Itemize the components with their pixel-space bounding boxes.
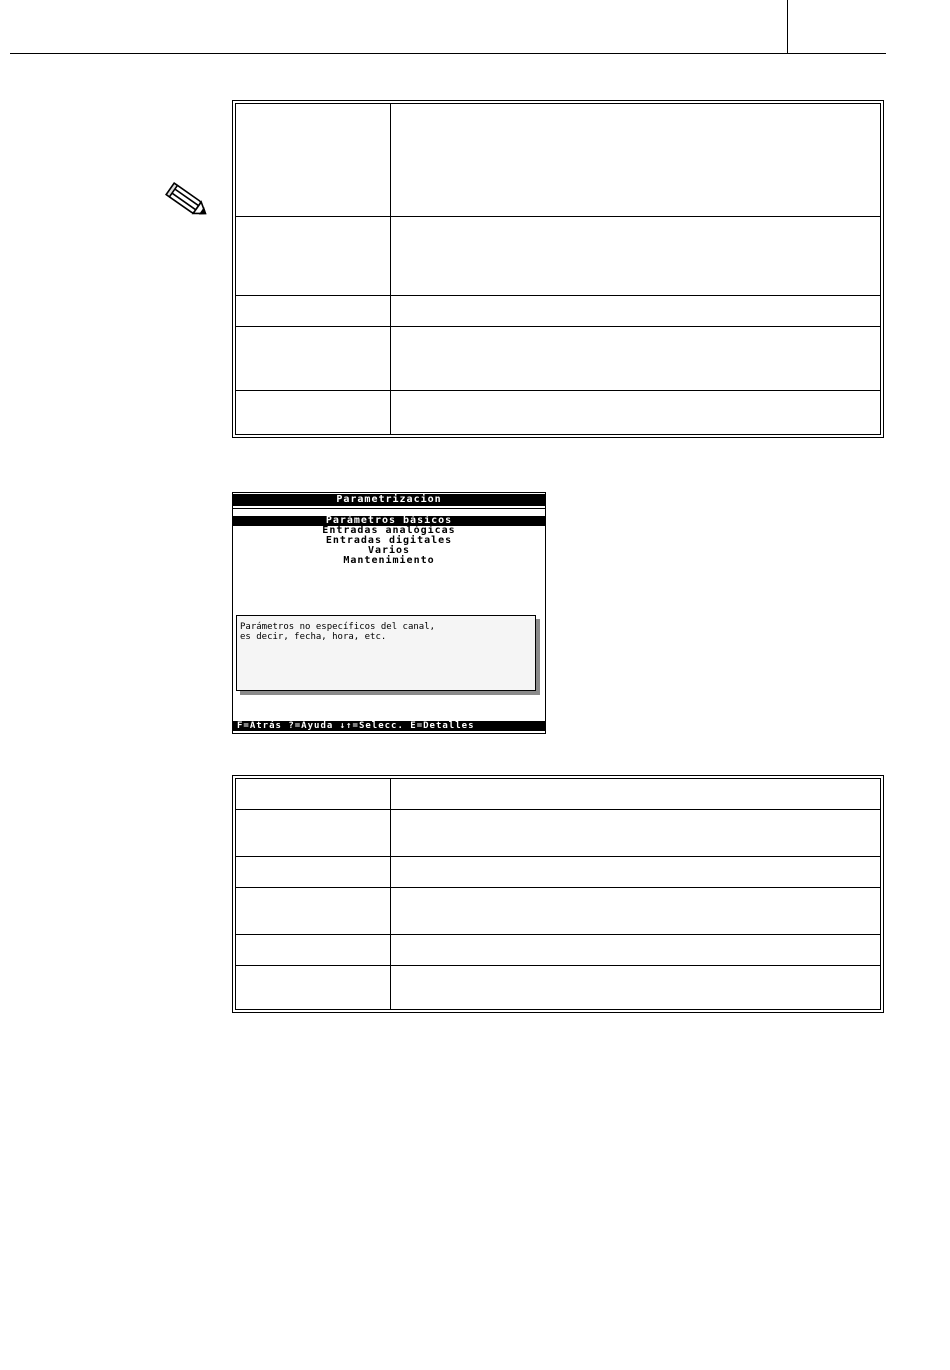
table-row [236, 296, 880, 327]
menu-item-analog-inputs[interactable]: Entradas analógicas [322, 525, 456, 536]
table-row [236, 857, 880, 888]
parameter-table-top [232, 100, 884, 438]
screen-footer-keys: F=Atrás ?=Ayuda ↓↑=Selecc. E=Detalles [233, 721, 545, 731]
table-row [236, 810, 880, 857]
pencil-note-icon [165, 181, 213, 223]
table-row [236, 779, 880, 810]
table-row [236, 104, 880, 217]
menu-item-maintenance[interactable]: Mantenimiento [343, 555, 435, 566]
screen-title: Parametrizacion [233, 494, 545, 506]
menu-item-misc[interactable]: Varios [367, 545, 411, 556]
table-row [236, 888, 880, 935]
menu-item-basic-parameters[interactable]: Parámetros básicos [233, 516, 545, 526]
parameter-table-bottom [232, 775, 884, 1013]
table-row [236, 217, 880, 296]
table-row [236, 935, 880, 966]
table-row [236, 327, 880, 391]
menu-item-digital-inputs[interactable]: Entradas digitales [325, 535, 453, 546]
screen-menu [233, 516, 545, 566]
help-box: Parámetros no específicos del canal, es decir, fecha, hora, etc. [236, 615, 536, 691]
table-row [236, 966, 880, 1010]
device-display-screen [232, 492, 546, 734]
table-row [236, 391, 880, 436]
margin-rule [787, 0, 788, 53]
screen-separator [233, 508, 545, 515]
header-rule [10, 53, 886, 54]
